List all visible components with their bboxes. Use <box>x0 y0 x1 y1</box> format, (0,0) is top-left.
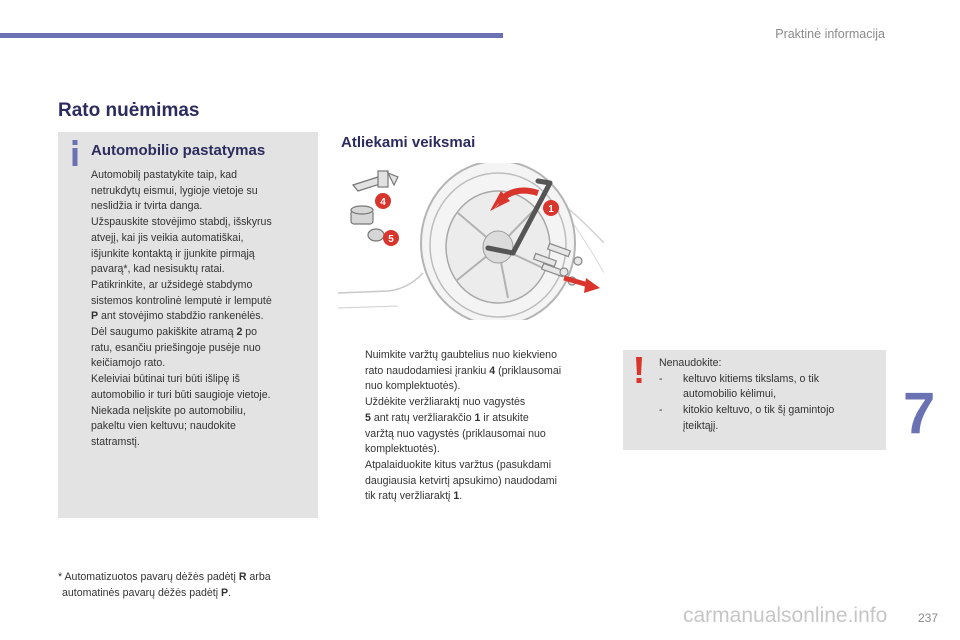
info-box-title: Automobilio pastatymas <box>91 142 266 159</box>
list-item: Atpalaiduokite kitus varžtus (pasukdami daugiausia ketvirtį apsukimo) naudodami tik ratų veržliaraktį 1. <box>365 458 557 503</box>
info-line: keičiamojo rato. <box>91 357 166 370</box>
callout-1 <box>543 200 559 216</box>
info-line: Niekada nelįskite po automobiliu, <box>91 404 246 417</box>
info-line: Keleiviai būtinai turi būti išlipę iš <box>91 373 240 386</box>
warning-text <box>659 356 879 435</box>
callout-4 <box>375 193 391 209</box>
info-line: statramstį. <box>91 435 140 448</box>
info-line: pavarą*, kad nesisuktų ratai. <box>91 263 225 276</box>
callout-5 <box>383 230 399 246</box>
list-item: - kitokio keltuvo, o tik šį gamintojo įteiktąjį. <box>659 404 835 432</box>
page-number: 237 <box>917 611 938 625</box>
bold-label: 4 <box>489 364 496 377</box>
bold-label: 2 <box>236 326 243 339</box>
svg-text:5: 5 <box>388 234 394 245</box>
info-line: Automobilį pastatykite taip, kad <box>91 169 238 181</box>
header-accent-bar <box>0 33 503 38</box>
footnote: * Automatizuotos pavarų dėžės padėtį R arba automatinės pavarų dėžės padėtį P. <box>58 571 271 599</box>
operation-steps <box>341 348 603 505</box>
bold-label: 5 <box>365 411 371 424</box>
page-title: Rato nuėmimas <box>58 100 200 121</box>
exclamation-icon <box>634 357 644 385</box>
info-box-body <box>91 168 313 451</box>
info-line: neslidžia ir tvirta danga. <box>91 200 203 213</box>
warning-heading: Nenaudokite: <box>659 357 722 369</box>
info-line: atvejį, kai jis veikia automatiškai, <box>91 231 244 244</box>
info-line: Patikrinkite, ar užsidegė stabdymo <box>91 278 253 291</box>
svg-text:4: 4 <box>380 197 386 208</box>
info-line: P ant stovėjimo stabdžio rankenėlės. <box>91 310 264 323</box>
info-icon <box>68 140 82 166</box>
info-line: Dėl saugumo pakiškite atramą 2 po <box>91 326 258 339</box>
info-line: sistemos kontrolinė lemputė ir lemputė <box>91 294 272 307</box>
bold-label: P <box>221 586 229 599</box>
section-title: Praktinė informacija <box>775 27 885 41</box>
watermark: carmanualsonline.info <box>683 604 888 627</box>
svg-text:1: 1 <box>548 204 554 215</box>
list-item: - keltuvo kitiems tikslams, o tik automobilio kėlimui, <box>659 372 819 401</box>
list-item: Uždėkite veržliaraktį nuo vagystės 5 ant ratų veržliarakčio 1 ir atsukite varžtą nuo vagystės (priklausomai nuo komplektuotės). <box>365 396 546 456</box>
chapter-number: 7 <box>903 381 936 446</box>
bold-label: 1 <box>474 411 481 424</box>
list-item: Nuimkite varžtų gaubtelius nuo kiekvieno rato naudodamiesi įrankiu 4 (priklausomai nuo komplektuotės). <box>365 349 562 393</box>
wheel-removal-illustration <box>338 163 604 320</box>
info-line: ratu, esančiu priešingoje pusėje nuo <box>91 341 261 354</box>
info-line: automobilio ir turi būti saugioje vietoje. <box>91 388 271 401</box>
bold-label: P <box>91 310 99 323</box>
bold-label: R <box>238 571 247 583</box>
operations-title: Atliekami veiksmai <box>341 134 476 151</box>
warning-box <box>623 350 886 450</box>
info-line: pakeltu vien keltuvu; naudokite <box>91 420 236 433</box>
info-box <box>58 132 318 518</box>
info-line: Užspauskite stovėjimo stabdį, išskyrus <box>91 216 272 229</box>
info-line: išjunkite kontaktą ir įjunkite pirmąją <box>91 247 255 260</box>
info-line: netrukdytų eismui, lygioje vietoje su <box>91 184 258 197</box>
bold-label: 1 <box>453 490 460 503</box>
